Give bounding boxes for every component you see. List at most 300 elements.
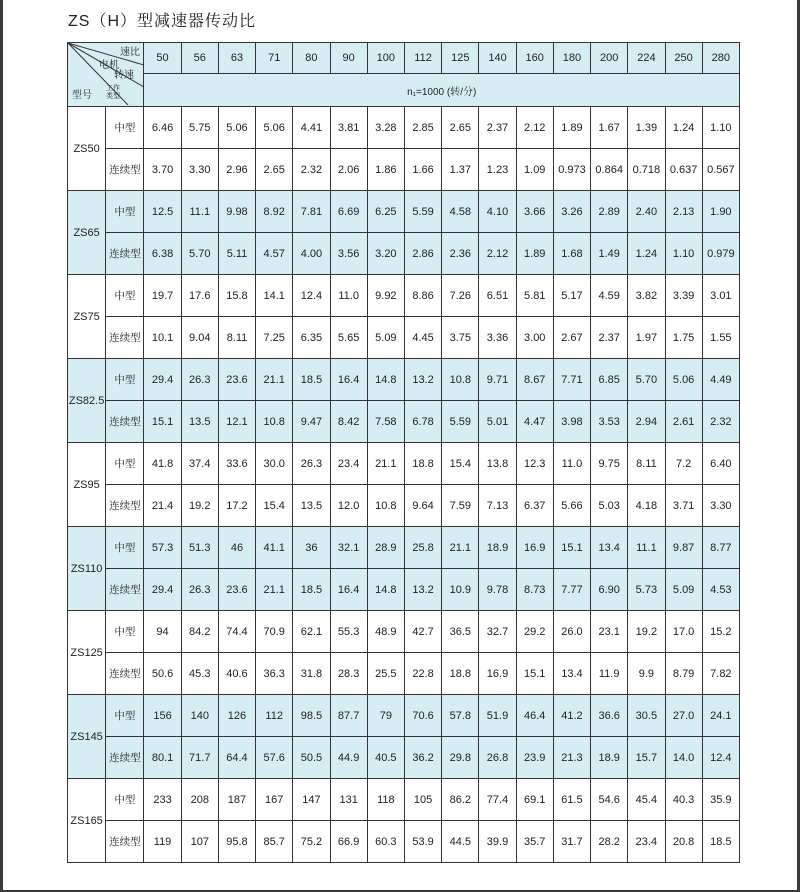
value-cell: 0.973: [553, 149, 590, 191]
value-cell: 32.7: [479, 611, 516, 653]
value-cell: 7.58: [367, 401, 404, 443]
value-cell: 1.55: [702, 317, 739, 359]
value-cell: 13.2: [404, 359, 441, 401]
value-cell: 3.66: [516, 191, 553, 233]
value-cell: 0.979: [702, 233, 739, 275]
value-cell: 22.8: [404, 653, 441, 695]
value-cell: 35.9: [702, 779, 739, 821]
value-cell: 10.1: [144, 317, 181, 359]
value-cell: 131: [330, 779, 367, 821]
value-cell: 16.4: [330, 569, 367, 611]
value-cell: 1.10: [702, 107, 739, 149]
value-cell: 2.89: [591, 191, 628, 233]
table-row: [68, 317, 740, 359]
value-cell: 4.45: [404, 317, 441, 359]
value-cell: 118: [367, 779, 404, 821]
value-cell: 69.1: [516, 779, 553, 821]
value-cell: 2.96: [218, 149, 255, 191]
value-cell: 14.1: [256, 275, 293, 317]
value-cell: 3.20: [367, 233, 404, 275]
value-cell: 87.7: [330, 695, 367, 737]
work-type-cell: 连续型: [106, 317, 144, 359]
value-cell: 8.79: [665, 653, 702, 695]
value-cell: 8.11: [628, 443, 665, 485]
value-cell: 9.87: [665, 527, 702, 569]
value-cell: 0.864: [591, 149, 628, 191]
value-cell: 50.6: [144, 653, 181, 695]
model-name-cell: ZS50: [68, 107, 106, 191]
value-cell: 19.2: [181, 485, 218, 527]
work-type-cell: 中型: [106, 779, 144, 821]
value-cell: 6.40: [702, 443, 739, 485]
value-cell: 95.8: [218, 821, 255, 863]
value-cell: 2.85: [404, 107, 441, 149]
value-cell: 13.2: [404, 569, 441, 611]
value-cell: 28.3: [330, 653, 367, 695]
value-cell: 15.7: [628, 737, 665, 779]
value-cell: 9.64: [404, 485, 441, 527]
value-cell: 29.2: [516, 611, 553, 653]
model-name-cell: ZS125: [68, 611, 106, 695]
value-cell: 35.7: [516, 821, 553, 863]
value-cell: 12.1: [218, 401, 255, 443]
value-cell: 14.0: [665, 737, 702, 779]
model-name-cell: ZS110: [68, 527, 106, 611]
value-cell: 3.01: [702, 275, 739, 317]
value-cell: 33.6: [218, 443, 255, 485]
model-name-cell: ZS82.5: [68, 359, 106, 443]
value-cell: 21.1: [367, 443, 404, 485]
value-cell: 3.53: [591, 401, 628, 443]
value-cell: 9.75: [591, 443, 628, 485]
value-cell: 12.4: [702, 737, 739, 779]
value-cell: 23.9: [516, 737, 553, 779]
value-cell: 27.0: [665, 695, 702, 737]
value-cell: 86.2: [442, 779, 479, 821]
value-cell: 23.4: [330, 443, 367, 485]
table-row: [68, 107, 740, 149]
value-cell: 36: [293, 527, 330, 569]
value-cell: 21.1: [256, 359, 293, 401]
work-type-cell: 连续型: [106, 569, 144, 611]
value-cell: 12.0: [330, 485, 367, 527]
model-name-cell: ZS165: [68, 779, 106, 863]
value-cell: 70.6: [404, 695, 441, 737]
value-cell: 15.1: [144, 401, 181, 443]
work-type-cell: 连续型: [106, 653, 144, 695]
page-title: ZS（H）型减速器传动比: [68, 13, 257, 30]
value-cell: 10.8: [256, 401, 293, 443]
table-row: [68, 611, 740, 653]
value-cell: 74.4: [218, 611, 255, 653]
table-row: [68, 527, 740, 569]
value-cell: 17.2: [218, 485, 255, 527]
value-cell: 23.1: [591, 611, 628, 653]
value-cell: 18.9: [591, 737, 628, 779]
page-frame-left: [0, 0, 3, 892]
value-cell: 21.1: [256, 569, 293, 611]
value-cell: 4.18: [628, 485, 665, 527]
value-cell: 26.0: [553, 611, 590, 653]
work-type-cell: 中型: [106, 359, 144, 401]
value-cell: 140: [181, 695, 218, 737]
value-cell: 36.3: [256, 653, 293, 695]
value-cell: 70.9: [256, 611, 293, 653]
model-name-cell: ZS95: [68, 443, 106, 527]
value-cell: 5.65: [330, 317, 367, 359]
value-cell: 15.4: [442, 443, 479, 485]
input-speed-note: n₁=1000 (转/分): [144, 74, 740, 107]
value-cell: 16.9: [479, 653, 516, 695]
value-cell: 48.9: [367, 611, 404, 653]
ratio-header-cell: 180: [553, 43, 590, 74]
value-cell: 57.8: [442, 695, 479, 737]
value-cell: 4.49: [702, 359, 739, 401]
value-cell: 7.81: [293, 191, 330, 233]
ratio-header-cell: 200: [591, 43, 628, 74]
work-type-cell: 中型: [106, 695, 144, 737]
value-cell: 46: [218, 527, 255, 569]
value-cell: 13.4: [553, 653, 590, 695]
table-row: [68, 653, 740, 695]
value-cell: 8.77: [702, 527, 739, 569]
value-cell: 0.718: [628, 149, 665, 191]
value-cell: 3.56: [330, 233, 367, 275]
value-cell: 3.75: [442, 317, 479, 359]
value-cell: 80.1: [144, 737, 181, 779]
ratio-header-cell: 71: [256, 43, 293, 74]
value-cell: 40.3: [665, 779, 702, 821]
value-cell: 2.36: [442, 233, 479, 275]
value-cell: 1.97: [628, 317, 665, 359]
value-cell: 16.9: [516, 527, 553, 569]
table-row: [68, 821, 740, 863]
value-cell: 12.4: [293, 275, 330, 317]
value-cell: 2.65: [256, 149, 293, 191]
value-cell: 0.637: [665, 149, 702, 191]
value-cell: 18.9: [479, 527, 516, 569]
value-cell: 112: [256, 695, 293, 737]
value-cell: 5.73: [628, 569, 665, 611]
value-cell: 26.8: [479, 737, 516, 779]
table-row: [68, 149, 740, 191]
value-cell: 0.567: [702, 149, 739, 191]
value-cell: 18.8: [442, 653, 479, 695]
value-cell: 1.90: [702, 191, 739, 233]
value-cell: 9.04: [181, 317, 218, 359]
value-cell: 11.1: [628, 527, 665, 569]
value-cell: 6.51: [479, 275, 516, 317]
value-cell: 5.06: [256, 107, 293, 149]
value-cell: 12.3: [516, 443, 553, 485]
value-cell: 4.41: [293, 107, 330, 149]
value-cell: 9.71: [479, 359, 516, 401]
value-cell: 64.4: [218, 737, 255, 779]
value-cell: 51.3: [181, 527, 218, 569]
ratio-header-cell: 280: [702, 43, 739, 74]
value-cell: 4.57: [256, 233, 293, 275]
value-cell: 36.2: [404, 737, 441, 779]
value-cell: 15.2: [702, 611, 739, 653]
corner-ratio-label: 速比: [120, 47, 140, 58]
value-cell: 61.5: [553, 779, 590, 821]
value-cell: 98.5: [293, 695, 330, 737]
value-cell: 1.23: [479, 149, 516, 191]
value-cell: 126: [218, 695, 255, 737]
value-cell: 5.17: [553, 275, 590, 317]
value-cell: 4.53: [702, 569, 739, 611]
value-cell: 46.4: [516, 695, 553, 737]
value-cell: 4.10: [479, 191, 516, 233]
value-cell: 3.28: [367, 107, 404, 149]
value-cell: 37.4: [181, 443, 218, 485]
value-cell: 1.68: [553, 233, 590, 275]
value-cell: 1.37: [442, 149, 479, 191]
table-row: [68, 779, 740, 821]
value-cell: 3.00: [516, 317, 553, 359]
value-cell: 41.2: [553, 695, 590, 737]
value-cell: 15.4: [256, 485, 293, 527]
value-cell: 23.6: [218, 569, 255, 611]
value-cell: 1.67: [591, 107, 628, 149]
value-cell: 1.75: [665, 317, 702, 359]
value-cell: 55.3: [330, 611, 367, 653]
value-cell: 9.92: [367, 275, 404, 317]
value-cell: 5.70: [181, 233, 218, 275]
value-cell: 25.8: [404, 527, 441, 569]
value-cell: 18.5: [702, 821, 739, 863]
value-cell: 71.7: [181, 737, 218, 779]
value-cell: 7.26: [442, 275, 479, 317]
table-row: [68, 737, 740, 779]
value-cell: 9.98: [218, 191, 255, 233]
value-cell: 8.73: [516, 569, 553, 611]
value-cell: 8.67: [516, 359, 553, 401]
value-cell: 14.8: [367, 359, 404, 401]
value-cell: 44.9: [330, 737, 367, 779]
value-cell: 3.39: [665, 275, 702, 317]
value-cell: 51.9: [479, 695, 516, 737]
value-cell: 6.85: [591, 359, 628, 401]
table-row: [68, 401, 740, 443]
value-cell: 6.78: [404, 401, 441, 443]
value-cell: 6.38: [144, 233, 181, 275]
value-cell: 16.4: [330, 359, 367, 401]
value-cell: 3.82: [628, 275, 665, 317]
value-cell: 26.3: [293, 443, 330, 485]
value-cell: 8.86: [404, 275, 441, 317]
value-cell: 1.49: [591, 233, 628, 275]
value-cell: 75.2: [293, 821, 330, 863]
value-cell: 2.40: [628, 191, 665, 233]
value-cell: 32.1: [330, 527, 367, 569]
value-cell: 17.0: [665, 611, 702, 653]
value-cell: 10.8: [367, 485, 404, 527]
value-cell: 42.7: [404, 611, 441, 653]
value-cell: 7.25: [256, 317, 293, 359]
value-cell: 5.59: [404, 191, 441, 233]
value-cell: 57.3: [144, 527, 181, 569]
value-cell: 1.24: [665, 107, 702, 149]
value-cell: 5.06: [218, 107, 255, 149]
value-cell: 2.67: [553, 317, 590, 359]
work-type-cell: 连续型: [106, 401, 144, 443]
ratio-header-cell: 224: [628, 43, 665, 74]
value-cell: 1.86: [367, 149, 404, 191]
value-cell: 8.42: [330, 401, 367, 443]
value-cell: 13.4: [591, 527, 628, 569]
value-cell: 3.70: [144, 149, 181, 191]
ratio-header-cell: 80: [293, 43, 330, 74]
value-cell: 1.09: [516, 149, 553, 191]
value-cell: 11.0: [330, 275, 367, 317]
value-cell: 15.1: [516, 653, 553, 695]
value-cell: 6.90: [591, 569, 628, 611]
value-cell: 11.0: [553, 443, 590, 485]
value-cell: 1.39: [628, 107, 665, 149]
value-cell: 11.1: [181, 191, 218, 233]
model-name-cell: ZS65: [68, 191, 106, 275]
value-cell: 29.8: [442, 737, 479, 779]
value-cell: 8.92: [256, 191, 293, 233]
value-cell: 2.13: [665, 191, 702, 233]
value-cell: 62.1: [293, 611, 330, 653]
value-cell: 5.70: [628, 359, 665, 401]
value-cell: 13.5: [293, 485, 330, 527]
value-cell: 1.10: [665, 233, 702, 275]
value-cell: 7.59: [442, 485, 479, 527]
value-cell: 2.94: [628, 401, 665, 443]
value-cell: 15.1: [553, 527, 590, 569]
value-cell: 147: [293, 779, 330, 821]
value-cell: 18.8: [404, 443, 441, 485]
corner-model-label: 型号: [72, 90, 92, 101]
work-type-cell: 中型: [106, 275, 144, 317]
value-cell: 3.30: [181, 149, 218, 191]
value-cell: 29.4: [144, 569, 181, 611]
value-cell: 3.98: [553, 401, 590, 443]
value-cell: 5.09: [367, 317, 404, 359]
work-type-cell: 中型: [106, 527, 144, 569]
value-cell: 233: [144, 779, 181, 821]
ratio-header-cell: 140: [479, 43, 516, 74]
value-cell: 2.12: [479, 233, 516, 275]
value-cell: 40.6: [218, 653, 255, 695]
value-cell: 26.3: [181, 359, 218, 401]
value-cell: 7.13: [479, 485, 516, 527]
value-cell: 4.58: [442, 191, 479, 233]
speed-header-row: [68, 74, 740, 107]
ratio-header-cell: 250: [665, 43, 702, 74]
value-cell: 23.4: [628, 821, 665, 863]
value-cell: 13.8: [479, 443, 516, 485]
work-type-cell: 中型: [106, 611, 144, 653]
table-row: [68, 695, 740, 737]
ratio-header-cell: 112: [404, 43, 441, 74]
value-cell: 119: [144, 821, 181, 863]
table-row: [68, 233, 740, 275]
value-cell: 84.2: [181, 611, 218, 653]
value-cell: 25.5: [367, 653, 404, 695]
value-cell: 5.59: [442, 401, 479, 443]
value-cell: 2.32: [293, 149, 330, 191]
value-cell: 31.8: [293, 653, 330, 695]
value-cell: 1.66: [404, 149, 441, 191]
value-cell: 3.71: [665, 485, 702, 527]
model-name-cell: ZS145: [68, 695, 106, 779]
value-cell: 36.5: [442, 611, 479, 653]
value-cell: 5.66: [553, 485, 590, 527]
value-cell: 6.69: [330, 191, 367, 233]
work-type-cell: 连续型: [106, 233, 144, 275]
value-cell: 19.2: [628, 611, 665, 653]
value-cell: 17.6: [181, 275, 218, 317]
value-cell: 5.11: [218, 233, 255, 275]
value-cell: 5.75: [181, 107, 218, 149]
value-cell: 1.24: [628, 233, 665, 275]
table-row: [68, 569, 740, 611]
ratio-header-cell: 56: [181, 43, 218, 74]
value-cell: 36.6: [591, 695, 628, 737]
value-cell: 44.5: [442, 821, 479, 863]
table-row: [68, 191, 740, 233]
value-cell: 21.4: [144, 485, 181, 527]
value-cell: 19.7: [144, 275, 181, 317]
value-cell: 105: [404, 779, 441, 821]
value-cell: 2.61: [665, 401, 702, 443]
value-cell: 18.5: [293, 359, 330, 401]
value-cell: 54.6: [591, 779, 628, 821]
value-cell: 94: [144, 611, 181, 653]
value-cell: 7.71: [553, 359, 590, 401]
value-cell: 2.65: [442, 107, 479, 149]
value-cell: 2.06: [330, 149, 367, 191]
value-cell: 187: [218, 779, 255, 821]
value-cell: 60.3: [367, 821, 404, 863]
ratio-header-cell: 50: [144, 43, 181, 74]
ratio-header-cell: 160: [516, 43, 553, 74]
value-cell: 11.9: [591, 653, 628, 695]
value-cell: 2.37: [479, 107, 516, 149]
value-cell: 9.9: [628, 653, 665, 695]
corner-type-label-1: 工作: [106, 85, 120, 92]
value-cell: 39.9: [479, 821, 516, 863]
value-cell: 6.37: [516, 485, 553, 527]
value-cell: 6.25: [367, 191, 404, 233]
value-cell: 167: [256, 779, 293, 821]
model-name-cell: ZS75: [68, 275, 106, 359]
value-cell: 2.12: [516, 107, 553, 149]
work-type-cell: 中型: [106, 191, 144, 233]
work-type-cell: 中型: [106, 443, 144, 485]
value-cell: 14.8: [367, 569, 404, 611]
value-cell: 30.0: [256, 443, 293, 485]
value-cell: 9.47: [293, 401, 330, 443]
value-cell: 4.00: [293, 233, 330, 275]
value-cell: 10.9: [442, 569, 479, 611]
value-cell: 30.5: [628, 695, 665, 737]
value-cell: 208: [181, 779, 218, 821]
value-cell: 5.03: [591, 485, 628, 527]
value-cell: 5.01: [479, 401, 516, 443]
value-cell: 7.77: [553, 569, 590, 611]
value-cell: 6.35: [293, 317, 330, 359]
value-cell: 28.9: [367, 527, 404, 569]
value-cell: 29.4: [144, 359, 181, 401]
work-type-cell: 中型: [106, 107, 144, 149]
table-row: [68, 275, 740, 317]
value-cell: 1.89: [553, 107, 590, 149]
